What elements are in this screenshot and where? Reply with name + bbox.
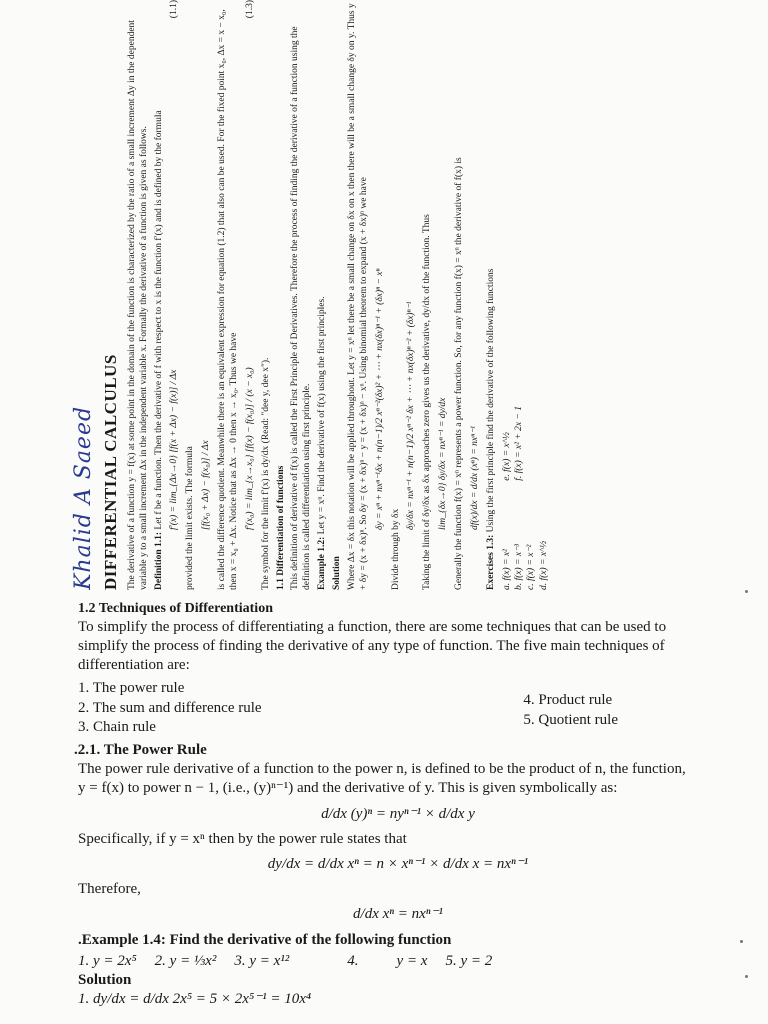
example-1-4-title [78, 931, 718, 950]
exercise-item: e. f(x) = x^½ [501, 432, 512, 481]
example-1-4-items [78, 952, 718, 971]
lower-section [74, 600, 718, 1009]
solution-label: Solution [332, 556, 342, 590]
example-item: 1. y = 2x⁵ [78, 952, 137, 969]
technique-item: 3. Chain rule [78, 718, 156, 735]
exercise-col-2 [501, 406, 550, 481]
therefore-equation: d/dx xⁿ = nxⁿ⁻¹ [353, 906, 443, 923]
example-item: 2. y = ⅓x² [154, 952, 217, 969]
scan-speck [745, 975, 748, 978]
equation-3-number: (1.3) [244, 0, 255, 19]
section-1-1-title: 1.1 Differentiation of functions [275, 465, 286, 590]
page-title: DIFFERENTIAL CALCULUS [100, 354, 120, 590]
handwritten-name: Khalid A Saeed [71, 405, 96, 590]
paragraph-2: is called the difference quotient. Meanwhile there is an equivalent expression for equation (1.2) that also can be used. For the fixed point x₀, Δx = x − x₀, then x = x₀ + Δx. Notice that as Δx → 0 then x → x₀. Thus we have [217, 9, 239, 590]
example-solution-label: Solution [78, 971, 132, 988]
limit-text: Taking the limit of δy/δx as δx approaches zero gives us the derivative, dy/dx of the function. Thus [422, 214, 433, 590]
exercise-text: Using the first principle find the derivative of the following functions [485, 268, 496, 533]
power-rule-text-2: y = f(x) to power n − 1, (i.e., (y)ⁿ⁻¹) and the derivative of y. This is given symbolically as: [78, 780, 618, 797]
equation-1 [169, 0, 181, 530]
binomial-equation: δy = xⁿ + nxⁿ⁻¹δx + n(n−1)/2 xⁿ⁻²(δx)² + ⋯ + nx(δx)ⁿ⁻¹ + (δx)ⁿ − xⁿ [374, 268, 385, 530]
exercise-item: f. f(x) = x² + 2x − 1 [513, 405, 524, 481]
exercise-item: a. f(x) = x² [501, 549, 512, 590]
exercise [486, 0, 498, 590]
example-1-2 [317, 0, 329, 590]
equation-2: [f(x₀ + Δx) − f(x₀)] / Δx [201, 440, 212, 530]
example-1-2-text: Let y = xⁿ. Find the derivative of f(x) using the first principles. [317, 296, 328, 535]
therefore-text: Therefore, [78, 881, 141, 898]
example-item: 3. y = x¹² [234, 952, 290, 969]
result-equation: lim_{δx→0} δy/δx = nxⁿ⁻¹ = dy/dx [438, 397, 449, 530]
equation-3 [245, 0, 257, 530]
scan-speck [745, 590, 748, 593]
specifically-text: Specifically, if y = xⁿ then by the power rule states that [78, 830, 407, 847]
exercise-list [501, 0, 550, 590]
exercise-label: Exercises 1.3: [485, 534, 496, 590]
techniques-col-1 [78, 679, 262, 737]
specific-equation: dy/dx = d/dx xⁿ = n × xⁿ⁻¹ × d/dx x = nxⁿ⁻¹ [267, 855, 529, 872]
technique-item: 1. The power rule [78, 680, 185, 697]
divide-text: Divide through by δx [390, 508, 401, 590]
general-text: Generally the function f(x) = xⁿ represents a power function. So, for any function f(x) = xⁿ the derivative of f(x) is [454, 157, 464, 590]
techniques-col-2 [523, 691, 618, 737]
equation-3-text: f′(x₀) = lim_{x→x₀} [f(x) − f(x₀)] / (x − x₀) [244, 367, 255, 530]
intro-paragraph: The derivative of a function y = f(x) at some point in the domain of the function is characterized by the ratio of a small increment Δy in the dependent variable y to a small increment Δx in the independent variable x. Formally the derivative of a function is given as follows. [126, 20, 149, 590]
equation-1-text: f′(x) = lim_{Δx→0} [f(x + Δx) − f(x)] / Δx [169, 369, 180, 530]
technique-item: 5. Quotient rule [523, 711, 618, 728]
exercise-item: d. f(x) = x^½ [538, 540, 549, 590]
example-solution-1: 1. dy/dx = d/dx 2x⁵ = 5 × 2x⁵⁻¹ = 10x⁴ [78, 991, 312, 1008]
scan-speck [740, 940, 743, 943]
example-item: y = x [396, 952, 428, 969]
power-rule-equation: d/dx (y)ⁿ = nyⁿ⁻¹ × d/dx y [321, 805, 475, 822]
power-rule-text-1: The power rule derivative of a function to the power n, is defined to be the product of n, the function, [78, 761, 686, 778]
example-1-2-label: Example 1.2: [317, 536, 328, 590]
techniques-list [78, 679, 718, 737]
after-eq1: provided the limit exists. The formula [185, 446, 196, 590]
equation-1-number: (1.1) [169, 0, 180, 19]
techniques-title: 1.2 Techniques of Differentiation [78, 601, 273, 616]
example-item: 4. [347, 952, 359, 969]
quotient-equation: δy/δx = nxⁿ⁻¹ + n(n−1)/2 xⁿ⁻² δx + ⋯ + nx(δx)ⁿ⁻² + (δx)ⁿ⁻¹ [406, 301, 417, 530]
techniques-intro: To simplify the process of differentiating a function, there are some techniques that can be used to simplify the process of finding the derivative of any type of function. The five main techniques of differentiation are: [78, 618, 667, 674]
symbol-note: The symbol for the limit f′(x) is dy/dx (Read: "dee y, dee x"). [260, 357, 271, 590]
technique-item: 4. Product rule [523, 692, 613, 709]
exercise-col-1 [501, 541, 550, 590]
general-equation: df(x)/dx = d/dx (xⁿ) = nxⁿ⁻¹ [469, 426, 480, 530]
technique-item: 2. The sum and difference rule [78, 699, 262, 716]
definition-text: Let f be a function. Then the derivative of f with respect to x is the function f′(x) and is defined by the formula [153, 110, 164, 530]
example-item: 5. y = 2 [445, 952, 493, 969]
exercise-item: b. f(x) = x⁻³ [513, 544, 524, 590]
definition-label: Definition 1.1: [153, 531, 164, 590]
section-1-1-text: This definition of derivative of f(x) is called the First Principle of Derivatives. Therefore the process of finding the derivative of a function using the definition is called differentiation using first principle. [290, 26, 313, 590]
exercise-item: c. f(x) = x⁻² [526, 544, 537, 590]
example-1-4-text: .Example 1.4: Find the derivative of the following function [78, 931, 452, 948]
rotated-content [70, 0, 590, 590]
definition [154, 0, 166, 590]
solution-text: Where Δx = δx this notation will be applied throughout. Let y = xⁿ let there be a small change on δx on x then there will be a small change δy on y. Thus y + δy = (x + δx)ⁿ. So δy = (x + δx)ⁿ − y = (x + δx)ⁿ − xⁿ. Using binomial theorem to expand (x + δx)ⁿ we have [346, 3, 369, 590]
power-rule-title: .2.1. The Power Rule [74, 742, 207, 759]
